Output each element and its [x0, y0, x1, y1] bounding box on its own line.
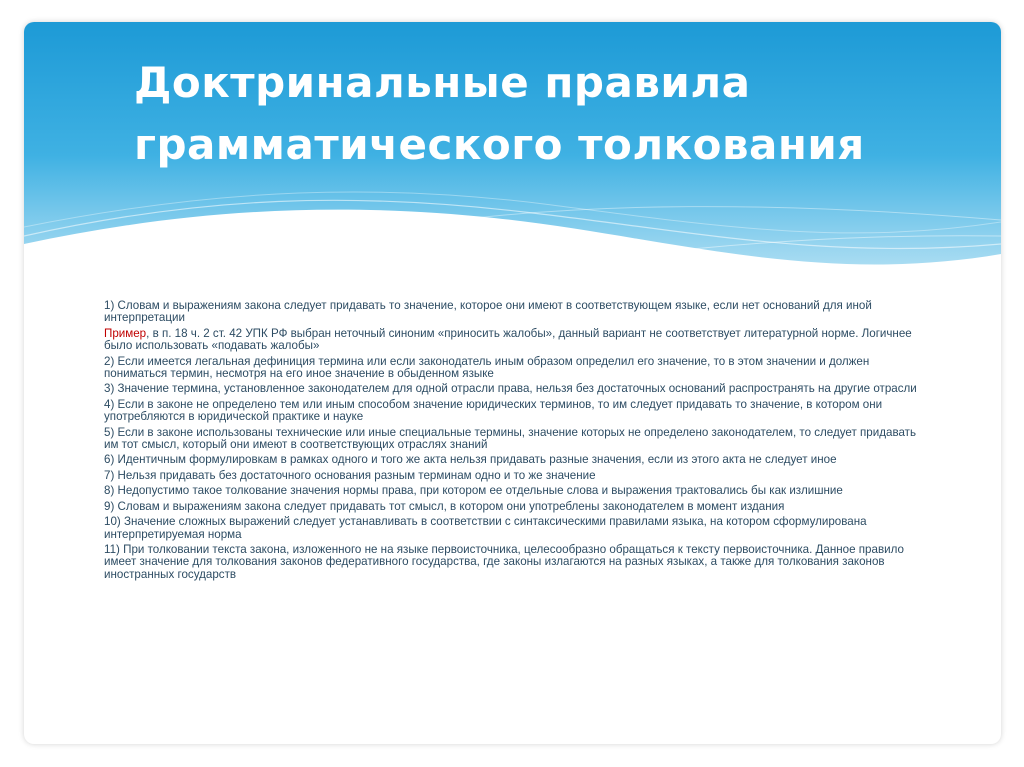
title-line-2: грамматического толкования — [134, 120, 865, 169]
rule-7: 7) Нельзя придавать без достаточного основания разным терминам одно и то же значение — [104, 468, 596, 482]
rule-2: 2) Если имеется легальная дефиниция термина или если законодатель иным образом определил его значение, то в этом значении и должен пониматься термин, несмотря на его иное значение в обыденном языке — [104, 354, 870, 381]
slide-title — [134, 52, 954, 176]
rule-8: 8) Недопустимо такое толкование значения нормы права, при котором ее отдельные слова и выражения трактовались бы как излишние — [104, 484, 843, 498]
rule-10: 10) Значение сложных выражений следует устанавливать в соответствии с синтаксическими правилами языка, на котором сформулирована интерпретируемая норма — [104, 515, 867, 541]
rule-5: 5) Если в законе использованы технические или иные специальные термины, значение которых не определено законодателем, то следует придавать им тот смысл, который они имеют в соответствующих отраслях знаний — [104, 425, 917, 452]
slide — [24, 22, 1001, 744]
example-label: Пример — [104, 326, 147, 340]
rules-list — [104, 300, 924, 584]
rule-3: 3) Значение термина, установленное законодателем для одной отрасли права, нельзя без достаточных оснований распространять на другие отрасли — [104, 382, 917, 396]
rule-6: 6) Идентичным формулировкам в рамках одного и того же акта нельзя придавать разные значения, если из этого акта не следует иное — [104, 453, 837, 467]
title-line-1: Доктринальные правила — [134, 58, 751, 107]
example-text: , в п. 18 ч. 2 ст. 42 УПК РФ выбран неточный синоним «приносить жалобы», данный вариант не соответствует литературной норме. Логичнее было использовать «подавать жалобы» — [104, 326, 912, 353]
rule-11: 11) При толковании текста закона, изложенного не на языке первоисточника, целесообразно обращаться к тексту первоисточника. Данное правило имеет значение для толкования законов федеративного государства, где законы излагаются на разных языках, а также для толкования законов иностранных государств — [104, 542, 904, 581]
rule-1: 1) Словам и выражениям закона следует придавать то значение, которое они имеют в соответствующем языке, если нет оснований для иной интерпретации — [104, 299, 872, 325]
example-paragraph — [104, 328, 924, 353]
rule-4: 4) Если в законе не определено тем или иным способом значение юридических терминов, то им следует придавать то значение, в котором они употребляются в юридической практике и науке — [104, 397, 883, 424]
rule-9: 9) Словам и выражениям закона следует придавать тот смысл, в котором они употреблены законодателем в момент издания — [104, 499, 785, 513]
